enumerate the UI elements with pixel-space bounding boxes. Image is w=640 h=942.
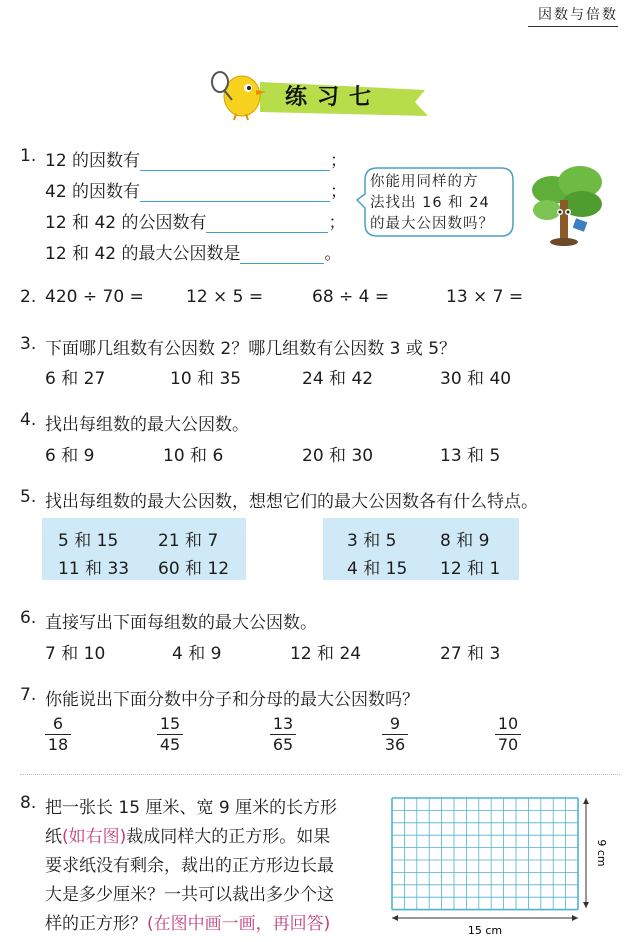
q1-line-3: 12 和 42 的公因数有 ；: [45, 213, 346, 233]
q6-item-4: 27 和 3: [440, 644, 501, 664]
q4-item-4: 13 和 5: [440, 446, 501, 466]
q8-line-3: 要求纸没有剩余，裁出的正方形边长最: [45, 856, 334, 876]
q5-box2-item-1: 3 和 5: [347, 531, 397, 551]
height-label: 9 cm: [595, 839, 608, 867]
q3-text: 下面哪几组数有公因数 2？哪几组数有公因数 3 或 5？: [45, 339, 457, 359]
q6-text: 直接写出下面每组数的最大公因数。: [45, 613, 317, 633]
q8-line-2: 纸(如右图)裁成同样大的正方形。如果: [45, 827, 331, 847]
q7-fraction-2: 15 45: [157, 714, 183, 755]
q4-item-2: 10 和 6: [163, 446, 224, 466]
q1-number: 1.: [20, 146, 37, 166]
q6-item-1: 7 和 10: [45, 644, 106, 664]
q6-item-3: 12 和 24: [290, 644, 362, 664]
q3-item-2: 10 和 35: [170, 369, 242, 389]
q7-number: 7.: [20, 685, 37, 705]
divider: [20, 774, 620, 775]
q6-number: 6.: [20, 608, 37, 628]
q7-text: 你能说出下面分数中分子和分母的最大公因数吗？: [45, 690, 419, 710]
q5-box1-item-4: 60 和 12: [158, 559, 230, 579]
q8-number: 8.: [20, 793, 37, 813]
q5-box2-item-3: 4 和 15: [347, 559, 408, 579]
q2-item-2: 12 × 5 =: [186, 287, 264, 307]
q5-number: 5.: [20, 487, 37, 507]
q8-line-5: 样的正方形？(在图中画一画，再回答): [45, 914, 331, 934]
q6-item-2: 4 和 9: [172, 644, 222, 664]
q4-text: 找出每组数的最大公因数。: [45, 415, 249, 435]
q1-blank-1[interactable]: [140, 152, 330, 171]
q4-item-3: 20 和 30: [302, 446, 374, 466]
q1-line-1: 12 的因数有 ；: [45, 151, 348, 171]
page-title: 练习七: [285, 85, 382, 110]
q1-blank-2[interactable]: [140, 183, 330, 202]
q7-fraction-1: 6 18: [45, 714, 71, 755]
q7-fraction-5: 10 70: [495, 714, 521, 755]
plant-character-icon: [522, 160, 612, 250]
q7-fraction-3: 13 65: [270, 714, 296, 755]
q4-number: 4.: [20, 410, 37, 430]
q5-text: 找出每组数的最大公因数，想想它们的最大公因数各有什么特点。: [45, 492, 538, 512]
q5-box2-item-2: 8 和 9: [440, 531, 490, 551]
q4-item-1: 6 和 9: [45, 446, 95, 466]
width-label: 15 cm: [467, 924, 503, 937]
q3-item-4: 30 和 40: [440, 369, 512, 389]
q1-blank-3[interactable]: [206, 214, 328, 233]
q7-fraction-4: 9 36: [382, 714, 408, 755]
hint-bubble-text: 你能用同样的方 法找出 16 和 24 的最大公因数吗？: [370, 174, 494, 232]
q1-line-4: 12 和 42 的最大公因数是 。: [45, 244, 342, 264]
q8-grid-diagram: [386, 790, 616, 940]
q1-line-2: 42 的因数有 ；: [45, 182, 348, 202]
bird-icon: [212, 72, 266, 120]
q5-box1-item-2: 21 和 7: [158, 531, 219, 551]
grid-lines: [392, 798, 578, 910]
q3-item-3: 24 和 42: [302, 369, 374, 389]
chapter-header: 因数与倍数: [528, 4, 618, 27]
q2-item-3: 68 ÷ 4 =: [312, 287, 390, 307]
q5-box1-item-1: 5 和 15: [58, 531, 119, 551]
q5-box1-item-3: 11 和 33: [58, 559, 130, 579]
q2-item-1: 420 ÷ 70 =: [45, 287, 144, 307]
q5-box2-item-4: 12 和 1: [440, 559, 501, 579]
q1-blank-4[interactable]: [240, 245, 324, 264]
q3-item-1: 6 和 27: [45, 369, 106, 389]
q8-line-4: 大是多少厘米？一共可以裁出多少个这: [45, 885, 334, 905]
q3-number: 3.: [20, 334, 37, 354]
q2-number: 2.: [20, 287, 37, 307]
q2-item-4: 13 × 7 =: [446, 287, 524, 307]
q8-line-1: 把一张长 15 厘米、宽 9 厘米的长方形: [45, 798, 338, 818]
